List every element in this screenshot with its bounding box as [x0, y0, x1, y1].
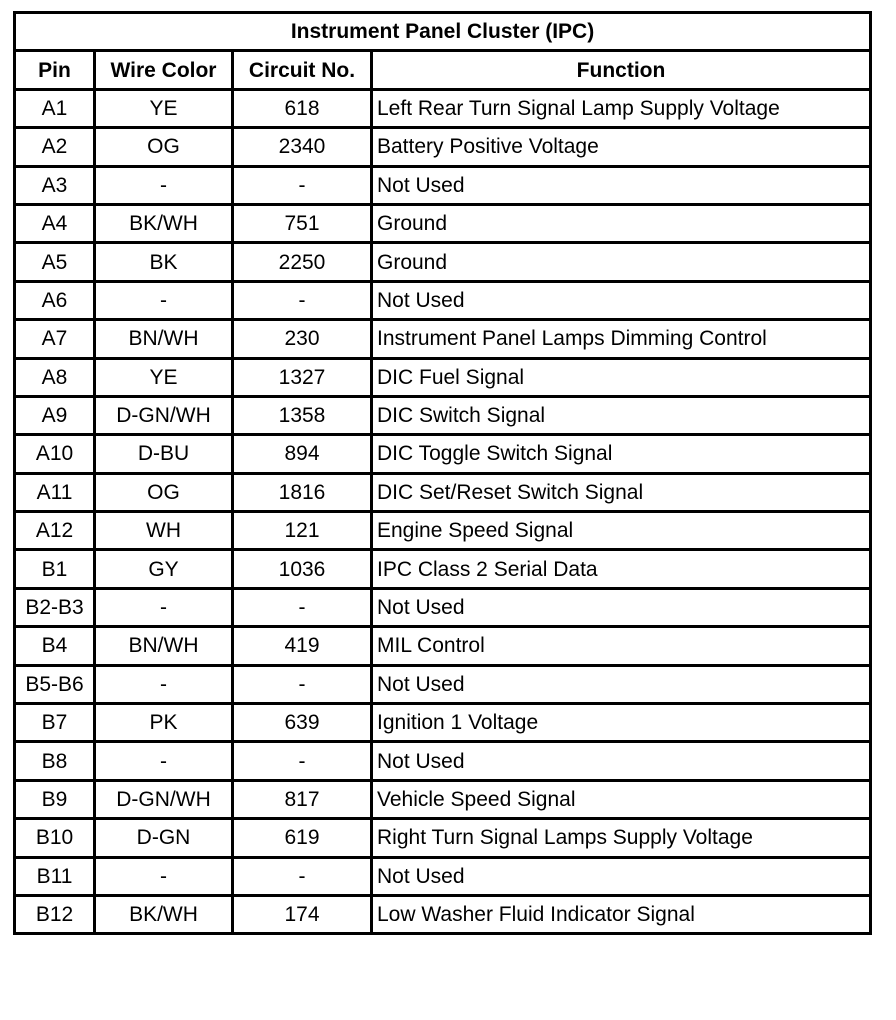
pin-cell: B8 [15, 742, 95, 780]
wire-color-cell: YE [95, 89, 233, 127]
table-row [15, 857, 871, 895]
circuit-no-cell: - [233, 166, 372, 204]
pin-cell: B9 [15, 780, 95, 818]
circuit-no-cell: 1036 [233, 550, 372, 588]
wire-color-cell: OG [95, 128, 233, 166]
function-cell: DIC Set/Reset Switch Signal [372, 473, 871, 511]
circuit-no-cell: 1816 [233, 473, 372, 511]
pin-cell: A7 [15, 320, 95, 358]
wire-color-cell: - [95, 588, 233, 626]
pin-cell: A8 [15, 358, 95, 396]
pin-cell: A6 [15, 281, 95, 319]
table-row [15, 166, 871, 204]
header-pin: Pin [15, 51, 95, 89]
function-cell: Not Used [372, 281, 871, 319]
function-cell: Left Rear Turn Signal Lamp Supply Voltage [372, 89, 871, 127]
pin-cell: B7 [15, 704, 95, 742]
header-wire-color: Wire Color [95, 51, 233, 89]
circuit-no-cell: - [233, 665, 372, 703]
function-cell: Instrument Panel Lamps Dimming Control [372, 320, 871, 358]
circuit-no-cell: - [233, 281, 372, 319]
pin-cell: A2 [15, 128, 95, 166]
wire-color-cell: D-BU [95, 435, 233, 473]
function-cell: Right Turn Signal Lamps Supply Voltage [372, 819, 871, 857]
pin-cell: A10 [15, 435, 95, 473]
function-cell: IPC Class 2 Serial Data [372, 550, 871, 588]
function-cell: DIC Fuel Signal [372, 358, 871, 396]
table-row [15, 473, 871, 511]
function-cell: Not Used [372, 665, 871, 703]
table-row [15, 358, 871, 396]
table-row [15, 320, 871, 358]
ipc-pinout-table [13, 11, 872, 935]
pin-cell: A11 [15, 473, 95, 511]
table-row [15, 89, 871, 127]
circuit-no-cell: 419 [233, 627, 372, 665]
function-cell: MIL Control [372, 627, 871, 665]
table-row [15, 819, 871, 857]
table-row [15, 665, 871, 703]
table-row [15, 704, 871, 742]
wire-color-cell: D-GN/WH [95, 396, 233, 434]
wire-color-cell: OG [95, 473, 233, 511]
circuit-no-cell: 817 [233, 780, 372, 818]
header-circuit-no: Circuit No. [233, 51, 372, 89]
table-body [15, 89, 871, 934]
wire-color-cell: - [95, 166, 233, 204]
function-cell: Ground [372, 243, 871, 281]
pin-cell: B12 [15, 895, 95, 933]
table-title: Instrument Panel Cluster (IPC) [15, 13, 871, 51]
pin-cell: A3 [15, 166, 95, 204]
table-row [15, 512, 871, 550]
function-cell: Vehicle Speed Signal [372, 780, 871, 818]
pin-cell: A4 [15, 204, 95, 242]
wire-color-cell: BK/WH [95, 204, 233, 242]
function-cell: Not Used [372, 742, 871, 780]
function-cell: Not Used [372, 166, 871, 204]
circuit-no-cell: 751 [233, 204, 372, 242]
pin-cell: B4 [15, 627, 95, 665]
wire-color-cell: - [95, 281, 233, 319]
pin-cell: B2-B3 [15, 588, 95, 626]
circuit-no-cell: 174 [233, 895, 372, 933]
wire-color-cell: BK [95, 243, 233, 281]
wire-color-cell: D-GN/WH [95, 780, 233, 818]
function-cell: Engine Speed Signal [372, 512, 871, 550]
function-cell: Ignition 1 Voltage [372, 704, 871, 742]
pin-cell: A12 [15, 512, 95, 550]
wire-color-cell: YE [95, 358, 233, 396]
pin-cell: B10 [15, 819, 95, 857]
table-row [15, 128, 871, 166]
pin-cell: B11 [15, 857, 95, 895]
title-row [15, 13, 871, 51]
circuit-no-cell: 2250 [233, 243, 372, 281]
function-cell: Not Used [372, 857, 871, 895]
wire-color-cell: BN/WH [95, 627, 233, 665]
pin-cell: B1 [15, 550, 95, 588]
circuit-no-cell: 894 [233, 435, 372, 473]
pin-cell: A1 [15, 89, 95, 127]
function-cell: Battery Positive Voltage [372, 128, 871, 166]
circuit-no-cell: 230 [233, 320, 372, 358]
circuit-no-cell: 1358 [233, 396, 372, 434]
table-row [15, 895, 871, 933]
pin-cell: A9 [15, 396, 95, 434]
table-row [15, 281, 871, 319]
table-row [15, 204, 871, 242]
table-row [15, 627, 871, 665]
function-cell: DIC Switch Signal [372, 396, 871, 434]
circuit-no-cell: 639 [233, 704, 372, 742]
wire-color-cell: WH [95, 512, 233, 550]
circuit-no-cell: - [233, 742, 372, 780]
circuit-no-cell: - [233, 857, 372, 895]
circuit-no-cell: - [233, 588, 372, 626]
table-row [15, 396, 871, 434]
wire-color-cell: BK/WH [95, 895, 233, 933]
wire-color-cell: - [95, 665, 233, 703]
circuit-no-cell: 121 [233, 512, 372, 550]
wire-color-cell: D-GN [95, 819, 233, 857]
header-function: Function [372, 51, 871, 89]
circuit-no-cell: 1327 [233, 358, 372, 396]
wire-color-cell: - [95, 857, 233, 895]
table-row [15, 243, 871, 281]
wire-color-cell: BN/WH [95, 320, 233, 358]
table-row [15, 780, 871, 818]
table-row [15, 435, 871, 473]
table-row [15, 550, 871, 588]
pin-cell: B5-B6 [15, 665, 95, 703]
table-row [15, 588, 871, 626]
function-cell: Ground [372, 204, 871, 242]
function-cell: Not Used [372, 588, 871, 626]
function-cell: DIC Toggle Switch Signal [372, 435, 871, 473]
wire-color-cell: GY [95, 550, 233, 588]
function-cell: Low Washer Fluid Indicator Signal [372, 895, 871, 933]
wire-color-cell: - [95, 742, 233, 780]
table-row [15, 742, 871, 780]
circuit-no-cell: 618 [233, 89, 372, 127]
circuit-no-cell: 619 [233, 819, 372, 857]
wire-color-cell: PK [95, 704, 233, 742]
circuit-no-cell: 2340 [233, 128, 372, 166]
pin-cell: A5 [15, 243, 95, 281]
header-row [15, 51, 871, 89]
